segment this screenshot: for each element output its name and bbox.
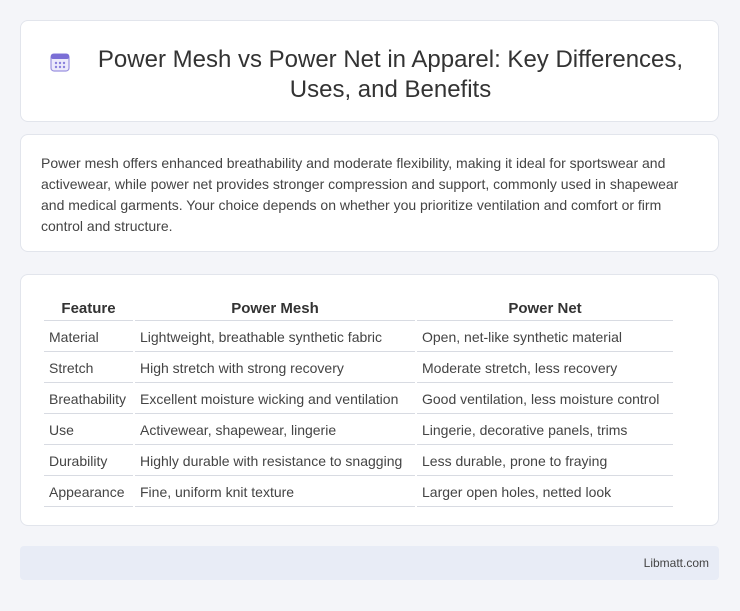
cell-power-net: Lingerie, decorative panels, trims [417, 416, 673, 445]
summary-text: Power mesh offers enhanced breathability and moderate flexibility, making it ideal for sportswear and activewear, while power net provides stronger compression and support, commonly used in shapewear and medical garments. Your choice depends on whether you prioritize ventilation and comfort or firm control and structure. [41, 155, 679, 234]
cell-feature: Stretch [44, 354, 133, 383]
table-row [44, 447, 673, 476]
cell-power-mesh: Fine, uniform knit texture [135, 478, 415, 507]
table-row [44, 385, 673, 414]
cell-power-net: Good ventilation, less moisture control [417, 385, 673, 414]
header-power-mesh: Power Mesh [135, 297, 415, 321]
cell-feature: Breathability [44, 385, 133, 414]
table-header-row [44, 297, 673, 321]
cell-feature: Appearance [44, 478, 133, 507]
cell-power-net: Larger open holes, netted look [417, 478, 673, 507]
summary-card [20, 134, 719, 252]
cell-power-mesh: Highly durable with resistance to snagging [135, 447, 415, 476]
title-card [20, 20, 719, 122]
cell-power-net: Less durable, prone to fraying [417, 447, 673, 476]
cell-feature: Durability [44, 447, 133, 476]
page-title: Power Mesh vs Power Net in Apparel: Key Differences, Uses, and Benefits [97, 46, 684, 103]
cell-power-net: Open, net-like synthetic material [417, 323, 673, 352]
comparison-table [42, 295, 675, 509]
cell-power-net: Moderate stretch, less recovery [417, 354, 673, 383]
cell-power-mesh: Excellent moisture wicking and ventilation [135, 385, 415, 414]
cell-power-mesh: Activewear, shapewear, lingerie [135, 416, 415, 445]
cell-feature: Material [44, 323, 133, 352]
table-row [44, 478, 673, 507]
table-row [44, 323, 673, 352]
table-row [44, 416, 673, 445]
cell-power-mesh: Lightweight, breathable synthetic fabric [135, 323, 415, 352]
table-row [44, 354, 673, 383]
header-power-net: Power Net [417, 297, 673, 321]
comparison-table-card [20, 274, 719, 526]
cell-feature: Use [44, 416, 133, 445]
title-row [21, 21, 718, 105]
header-feature: Feature [44, 297, 133, 321]
footer [20, 546, 719, 580]
footer-brand-link[interactable]: Libmatt.com [643, 556, 709, 570]
cell-power-mesh: High stretch with strong recovery [135, 354, 415, 383]
calendar-icon [49, 51, 71, 73]
